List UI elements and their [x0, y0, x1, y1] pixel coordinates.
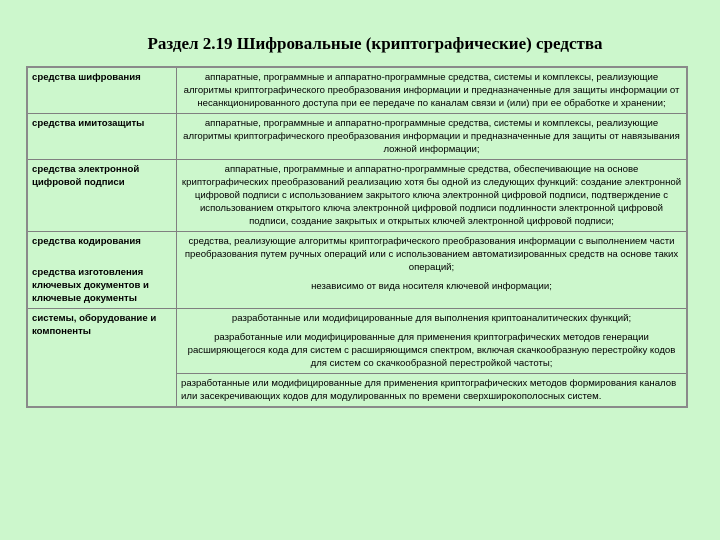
definitions-table [26, 66, 688, 408]
definition-text: разработанные или модифицированные для применения криптографических методов генерации расширяющегося кода для систем с расширяющимся спектром, включая скачкообразную перестройку кодов для систем со скачкообразной перестройкой частоты; [187, 332, 676, 369]
term-cell: системы, оборудование и компоненты [27, 309, 177, 408]
table-row [27, 67, 687, 114]
definition-cell: аппаратные, программные и аппаратно-программные средства, обеспечивающие на основе криптографических преобразований реализацию хотя бы одной из следующих функций: создание электронной цифровой подписи с использованием закрытого ключа электронной цифровой подписи, подтверждение с использованием открытого ключа электронной цифровой подписи подлинности электронной цифровой подписи, создание закрытых и открытых ключей электронной цифровой подписи; [177, 160, 688, 232]
table-row [27, 114, 687, 160]
table-row [27, 309, 687, 374]
definition-text: средства, реализующие алгоритмы криптографического преобразования информации с выполнением части преобразования путем ручных операций или с использованием автоматизированных средств на основе таких операций; [184, 236, 679, 273]
definition-text: независимо от вида носителя ключевой информации; [311, 281, 552, 292]
term-cell [27, 232, 177, 309]
term-text: средства изготовления ключевых документов и ключевые документы [32, 267, 149, 304]
term-text: средства кодирования [32, 236, 141, 247]
definition-text: разработанные или модифицированные для выполнения криптоаналитических функций; [231, 313, 632, 324]
spacer [32, 248, 172, 266]
term-cell: средства электронной цифровой подписи [27, 160, 177, 232]
definition-cell: аппаратные, программные и аппаратно-программные средства, системы и комплексы, реализующие алгоритмы криптографического преобразования информации и предназначенные для защиты информации от несанкционированного доступа при ее передаче по каналам связи и (или) при ее обработке и хранении; [177, 67, 688, 114]
table-row [27, 160, 687, 232]
term-cell: средства имитозащиты [27, 114, 177, 160]
definition-cell [177, 309, 688, 374]
table-row [27, 232, 687, 309]
page-title: Раздел 2.19 Шифровальные (криптографические) средства [147, 34, 603, 53]
definition-cell [177, 232, 688, 309]
definition-cell: аппаратные, программные и аппаратно-программные средства, системы и комплексы, реализующие алгоритмы криптографического преобразования информации и предназначенные для защиты от навязывания ложной информации; [177, 114, 688, 160]
term-cell: средства шифрования [27, 67, 177, 114]
definition-cell: разработанные или модифицированные для применения криптографических методов формирования каналов или засекречивающих кодов для модулированных по времени сверхширокополосных систем. [177, 374, 688, 408]
